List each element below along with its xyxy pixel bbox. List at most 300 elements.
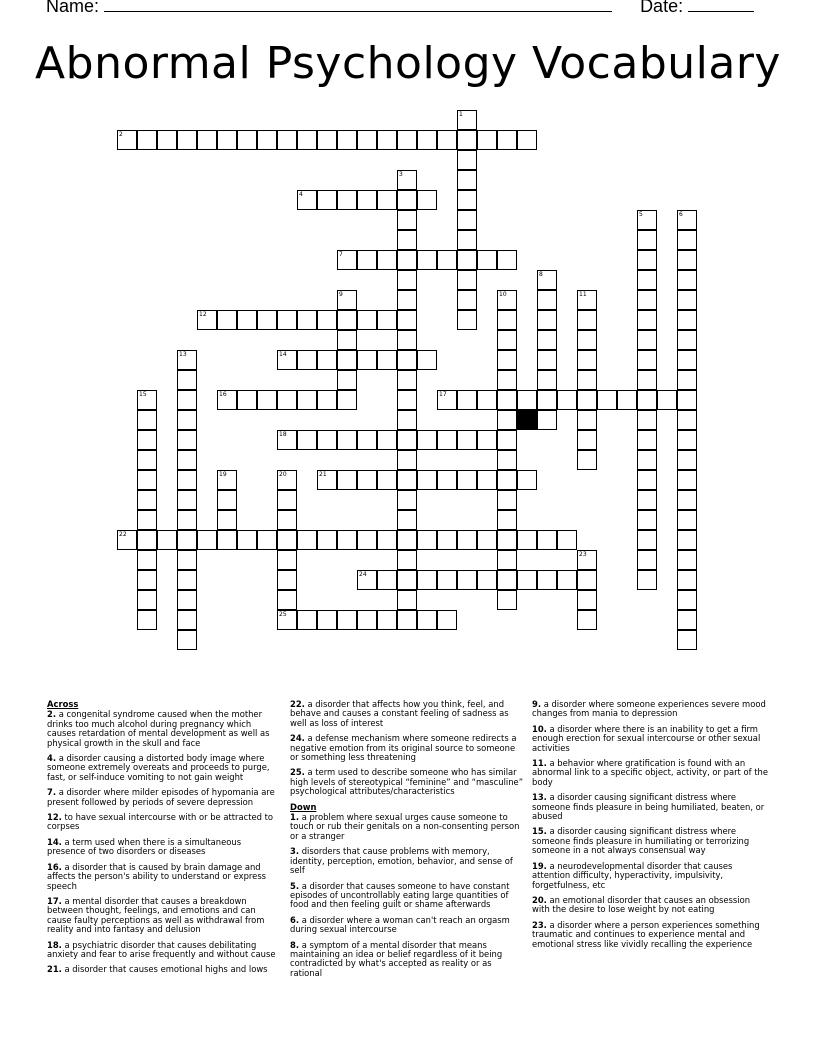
grid-cell[interactable]	[397, 530, 417, 550]
grid-cell[interactable]	[397, 590, 417, 610]
grid-cell[interactable]	[277, 390, 297, 410]
grid-cell[interactable]	[377, 310, 397, 330]
grid-cell[interactable]	[337, 530, 357, 550]
clue-text: a mental disorder that causes a breakdown between thought, feelings, and emotions and can cause faulty perceptions as well as withdrawal from reality and into fantasy and delusion	[47, 895, 265, 935]
grid-cell[interactable]	[397, 430, 417, 450]
grid-cell[interactable]	[177, 470, 197, 490]
grid-cell[interactable]	[177, 370, 197, 390]
grid-cell[interactable]	[217, 310, 237, 330]
grid-cell[interactable]	[177, 130, 197, 150]
grid-cell[interactable]	[277, 490, 297, 510]
grid-cell[interactable]	[437, 470, 457, 490]
grid-cell[interactable]	[637, 350, 657, 370]
grid-cell[interactable]	[457, 170, 477, 190]
name-label: Name:	[46, 0, 100, 16]
clue-num: 14.	[47, 836, 62, 847]
grid-cell[interactable]	[637, 470, 657, 490]
grid-cell[interactable]	[417, 570, 437, 590]
grid-cell[interactable]	[357, 250, 377, 270]
grid-cell[interactable]	[677, 610, 697, 630]
grid-cell[interactable]	[257, 530, 277, 550]
grid-cell[interactable]	[317, 390, 337, 410]
grid-cell[interactable]	[137, 390, 157, 410]
grid-cell[interactable]	[577, 430, 597, 450]
clue-num: 13.	[532, 792, 547, 803]
grid-cell[interactable]	[277, 610, 297, 630]
grid-cell[interactable]	[257, 390, 277, 410]
grid-cell[interactable]	[457, 310, 477, 330]
grid-cell[interactable]	[537, 330, 557, 350]
grid-cell[interactable]	[137, 570, 157, 590]
clue-item	[47, 897, 279, 935]
grid-cell[interactable]	[177, 350, 197, 370]
grid-cell[interactable]	[497, 410, 517, 430]
grid-cell[interactable]	[637, 390, 657, 410]
grid-cell[interactable]	[497, 290, 517, 310]
grid-cell[interactable]	[177, 510, 197, 530]
grid-cell[interactable]	[277, 430, 297, 450]
grid-cell[interactable]	[217, 530, 237, 550]
grid-cell[interactable]	[257, 130, 277, 150]
grid-cell[interactable]	[137, 510, 157, 530]
grid-cell[interactable]	[337, 290, 357, 310]
grid-cell[interactable]	[317, 530, 337, 550]
grid-cell[interactable]	[517, 530, 537, 550]
grid-cell[interactable]	[317, 190, 337, 210]
grid-cell[interactable]	[237, 310, 257, 330]
clue-num: 12.	[47, 812, 62, 823]
grid-cell[interactable]	[537, 390, 557, 410]
grid-cell[interactable]	[457, 210, 477, 230]
grid-cell[interactable]	[637, 570, 657, 590]
grid-cell[interactable]	[297, 350, 317, 370]
grid-cell[interactable]	[377, 250, 397, 270]
grid-cell[interactable]	[377, 470, 397, 490]
grid-cell[interactable]	[437, 250, 457, 270]
grid-cell[interactable]	[417, 350, 437, 370]
grid-cell[interactable]	[577, 570, 597, 590]
grid-cell[interactable]	[397, 210, 417, 230]
grid-cell[interactable]	[337, 350, 357, 370]
grid-cell[interactable]	[217, 130, 237, 150]
grid-cell[interactable]	[437, 570, 457, 590]
grid-cell[interactable]	[337, 390, 357, 410]
grid-cell[interactable]	[357, 430, 377, 450]
clue-column-2	[290, 700, 524, 984]
grid-cell[interactable]	[277, 550, 297, 570]
grid-cell[interactable]	[177, 630, 197, 650]
grid-cell[interactable]	[477, 130, 497, 150]
grid-cell[interactable]	[397, 290, 417, 310]
grid-cell[interactable]	[177, 530, 197, 550]
grid-cell[interactable]	[457, 110, 477, 130]
grid-cell[interactable]	[537, 410, 557, 430]
grid-cell[interactable]	[217, 470, 237, 490]
grid-cell[interactable]	[397, 490, 417, 510]
grid-cell[interactable]	[677, 490, 697, 510]
grid-cell[interactable]	[497, 530, 517, 550]
grid-cell[interactable]	[397, 230, 417, 250]
grid-cell[interactable]	[637, 370, 657, 390]
grid-cell[interactable]	[137, 490, 157, 510]
grid-cell[interactable]	[457, 570, 477, 590]
grid-cell[interactable]	[457, 230, 477, 250]
grid-cell[interactable]	[637, 250, 657, 270]
grid-cell[interactable]	[377, 610, 397, 630]
grid-cell[interactable]	[317, 350, 337, 370]
grid-cell[interactable]	[677, 270, 697, 290]
grid-cell[interactable]	[397, 510, 417, 530]
grid-cell[interactable]	[497, 490, 517, 510]
grid-cell[interactable]	[277, 590, 297, 610]
grid-cell[interactable]	[657, 390, 677, 410]
grid-cell[interactable]	[457, 130, 477, 150]
grid-cell[interactable]	[457, 390, 477, 410]
grid-cell[interactable]	[677, 530, 697, 550]
grid-cell[interactable]	[397, 450, 417, 470]
grid-cell[interactable]	[537, 350, 557, 370]
grid-cell[interactable]	[277, 530, 297, 550]
grid-cell[interactable]	[577, 450, 597, 470]
grid-cell[interactable]	[677, 370, 697, 390]
grid-cell[interactable]	[177, 490, 197, 510]
grid-cell[interactable]	[397, 390, 417, 410]
grid-cell[interactable]	[337, 250, 357, 270]
grid-cell[interactable]	[257, 310, 277, 330]
grid-cell[interactable]	[117, 530, 137, 550]
grid-cell[interactable]	[637, 450, 657, 470]
grid-cell[interactable]	[137, 470, 157, 490]
grid-cell[interactable]	[597, 390, 617, 410]
grid-cell[interactable]	[377, 190, 397, 210]
grid-cell[interactable]	[357, 530, 377, 550]
grid-cell[interactable]	[397, 470, 417, 490]
grid-cell[interactable]	[677, 430, 697, 450]
grid-cell[interactable]	[197, 310, 217, 330]
grid-cell[interactable]	[637, 550, 657, 570]
grid-cell[interactable]	[637, 410, 657, 430]
grid-cell[interactable]	[497, 310, 517, 330]
grid-cell[interactable]	[477, 390, 497, 410]
grid-cell[interactable]	[537, 270, 557, 290]
grid-cell[interactable]	[297, 130, 317, 150]
grid-cell[interactable]	[477, 470, 497, 490]
grid-cell[interactable]	[677, 470, 697, 490]
grid-cell[interactable]	[317, 310, 337, 330]
grid-cell[interactable]	[357, 190, 377, 210]
grid-cell[interactable]	[397, 190, 417, 210]
grid-cell[interactable]	[537, 570, 557, 590]
grid-cell[interactable]	[517, 470, 537, 490]
grid-cell[interactable]	[397, 610, 417, 630]
grid-cell[interactable]	[677, 330, 697, 350]
grid-cell[interactable]	[497, 510, 517, 530]
grid-cell[interactable]	[637, 530, 657, 550]
grid-cell[interactable]	[677, 590, 697, 610]
grid-cell[interactable]	[677, 450, 697, 470]
clue-text: a disorder where a woman can't reach an orgasm during sexual intercourse	[290, 914, 510, 935]
grid-cell[interactable]	[357, 610, 377, 630]
grid-cell[interactable]	[137, 530, 157, 550]
grid-cell[interactable]	[397, 410, 417, 430]
grid-cell[interactable]	[337, 470, 357, 490]
grid-cell[interactable]	[517, 390, 537, 410]
grid-cell[interactable]	[357, 130, 377, 150]
grid-cell[interactable]	[457, 290, 477, 310]
clue-text: a disorder where milder episodes of hypomania are present followed by periods of severe depression	[47, 787, 275, 807]
grid-cell[interactable]	[217, 390, 237, 410]
grid-cell[interactable]	[417, 470, 437, 490]
grid-cell[interactable]	[677, 570, 697, 590]
grid-cell[interactable]	[137, 610, 157, 630]
grid-cell[interactable]	[577, 410, 597, 430]
grid-cell[interactable]	[457, 470, 477, 490]
grid-cell[interactable]	[317, 130, 337, 150]
grid-cell[interactable]	[177, 450, 197, 470]
grid-cell[interactable]	[477, 530, 497, 550]
grid-cell[interactable]	[517, 570, 537, 590]
grid-cell[interactable]	[277, 470, 297, 490]
grid-cell[interactable]	[297, 430, 317, 450]
grid-cell[interactable]	[637, 330, 657, 350]
clue-item	[532, 793, 768, 821]
grid-cell[interactable]	[457, 150, 477, 170]
grid-cell[interactable]	[677, 390, 697, 410]
grid-cell[interactable]	[197, 530, 217, 550]
grid-cell[interactable]	[537, 290, 557, 310]
grid-cell[interactable]	[417, 130, 437, 150]
grid-cell[interactable]	[297, 610, 317, 630]
grid-cell[interactable]	[357, 350, 377, 370]
grid-cell[interactable]	[417, 250, 437, 270]
clue-num: 4.	[47, 753, 57, 764]
grid-cell[interactable]	[497, 350, 517, 370]
grid-cell[interactable]	[677, 210, 697, 230]
clue-item	[47, 788, 279, 807]
grid-cell[interactable]	[297, 530, 317, 550]
clue-text: a disorder causing a distorted body image where someone extremely overeats and proceeds to purge, fast, or self-induce vomiting to not gain weight	[47, 753, 270, 782]
grid-cell[interactable]	[417, 190, 437, 210]
grid-cell[interactable]	[497, 250, 517, 270]
grid-cell[interactable]	[437, 430, 457, 450]
grid-cell[interactable]	[437, 530, 457, 550]
grid-cell[interactable]	[677, 290, 697, 310]
grid-cell[interactable]	[377, 350, 397, 370]
grid-cell[interactable]	[637, 510, 657, 530]
grid-cell[interactable]	[497, 330, 517, 350]
grid-cell[interactable]	[317, 470, 337, 490]
grid-cell[interactable]	[577, 590, 597, 610]
grid-cell[interactable]	[397, 130, 417, 150]
grid-cell[interactable]	[477, 250, 497, 270]
grid-cell[interactable]	[197, 130, 217, 150]
grid-cell[interactable]	[637, 430, 657, 450]
grid-cell[interactable]	[397, 550, 417, 570]
grid-cell[interactable]	[457, 250, 477, 270]
grid-cell[interactable]	[397, 370, 417, 390]
grid-cell[interactable]	[557, 390, 577, 410]
clue-num: 20.	[532, 894, 547, 905]
clue-number: 25	[279, 611, 287, 618]
grid-cell[interactable]	[497, 450, 517, 470]
grid-cell[interactable]	[217, 510, 237, 530]
clue-item	[532, 700, 768, 719]
grid-cell[interactable]	[617, 390, 637, 410]
clue-item	[290, 882, 524, 910]
grid-cell[interactable]	[497, 570, 517, 590]
grid-cell[interactable]	[317, 430, 337, 450]
clue-item	[47, 863, 279, 891]
grid-cell[interactable]	[357, 570, 377, 590]
grid-cell[interactable]	[497, 370, 517, 390]
clue-number: 5	[639, 211, 643, 218]
clue-number: 3	[399, 171, 403, 178]
grid-cell[interactable]	[377, 530, 397, 550]
grid-cell[interactable]	[497, 430, 517, 450]
grid-cell[interactable]	[177, 610, 197, 630]
grid-cell[interactable]	[437, 610, 457, 630]
grid-cell[interactable]	[677, 350, 697, 370]
grid-cell[interactable]	[537, 310, 557, 330]
grid-cell[interactable]	[237, 530, 257, 550]
grid-cell[interactable]	[177, 390, 197, 410]
grid-cell[interactable]	[177, 590, 197, 610]
grid-cell[interactable]	[277, 350, 297, 370]
clue-item	[290, 768, 524, 796]
grid-cell[interactable]	[397, 270, 417, 290]
grid-cell[interactable]	[517, 130, 537, 150]
grid-cell[interactable]	[497, 130, 517, 150]
grid-cell[interactable]	[577, 370, 597, 390]
grid-cell[interactable]	[577, 610, 597, 630]
grid-cell[interactable]	[677, 550, 697, 570]
grid-cell[interactable]	[137, 410, 157, 430]
grid-cell[interactable]	[357, 310, 377, 330]
clue-text: a disorder where a person experiences something traumatic and continues to experience mental and emotional stress like vividly recalling the experience	[532, 919, 760, 949]
grid-cell[interactable]	[437, 390, 457, 410]
grid-cell[interactable]	[477, 430, 497, 450]
clue-text: a congenital syndrome caused when the mother drinks too much alcohol during pregnancy which causes retardation of mental development as well as physical growth in the skull and face	[47, 709, 270, 748]
clue-text: a neurodevelopmental disorder that causes attention difficulty, hyperactivity, impulsivity, forgetfulness, etc	[532, 860, 733, 890]
grid-cell[interactable]	[277, 130, 297, 150]
grid-cell[interactable]	[637, 210, 657, 230]
grid-cell[interactable]	[377, 570, 397, 590]
grid-cell[interactable]	[277, 310, 297, 330]
grid-cell[interactable]	[397, 250, 417, 270]
grid-cell[interactable]	[237, 390, 257, 410]
grid-cell[interactable]	[337, 310, 357, 330]
grid-cell[interactable]	[537, 370, 557, 390]
grid-cell[interactable]	[317, 610, 337, 630]
grid-cell[interactable]	[137, 550, 157, 570]
grid-cell[interactable]	[397, 350, 417, 370]
grid-cell[interactable]	[397, 330, 417, 350]
grid-cell[interactable]	[577, 330, 597, 350]
grid-cell[interactable]	[357, 470, 377, 490]
grid-cell[interactable]	[637, 310, 657, 330]
grid-cell[interactable]	[437, 130, 457, 150]
grid-cell[interactable]	[297, 190, 317, 210]
grid-cell[interactable]	[397, 170, 417, 190]
grid-cell[interactable]	[637, 290, 657, 310]
grid-cell[interactable]	[637, 270, 657, 290]
grid-cell[interactable]	[177, 430, 197, 450]
grid-cell[interactable]	[457, 190, 477, 210]
grid-cell[interactable]	[277, 570, 297, 590]
grid-cell[interactable]	[417, 610, 437, 630]
grid-cell[interactable]	[337, 610, 357, 630]
clue-item	[290, 700, 524, 728]
grid-cell[interactable]	[677, 310, 697, 330]
grid-cell[interactable]	[577, 350, 597, 370]
grid-cell[interactable]	[477, 570, 497, 590]
grid-cell[interactable]	[497, 470, 517, 490]
grid-cell[interactable]	[677, 230, 697, 250]
grid-cell[interactable]	[637, 230, 657, 250]
grid-cell[interactable]	[137, 590, 157, 610]
grid-cell[interactable]	[457, 430, 477, 450]
grid-cell[interactable]	[557, 570, 577, 590]
grid-cell[interactable]	[177, 550, 197, 570]
clue-num: 3.	[290, 846, 300, 857]
grid-cell[interactable]	[297, 310, 317, 330]
grid-cell[interactable]	[337, 130, 357, 150]
grid-cell[interactable]	[397, 570, 417, 590]
grid-cell[interactable]	[157, 130, 177, 150]
grid-cell[interactable]	[637, 490, 657, 510]
grid-cell[interactable]	[417, 530, 437, 550]
grid-cell[interactable]	[677, 510, 697, 530]
grid-cell[interactable]	[157, 530, 177, 550]
grid-cell[interactable]	[457, 530, 477, 550]
grid-cell[interactable]	[377, 130, 397, 150]
grid-cell[interactable]	[117, 130, 137, 150]
grid-cell[interactable]	[577, 550, 597, 570]
clue-number: 24	[359, 571, 367, 578]
grid-cell[interactable]	[137, 450, 157, 470]
grid-cell[interactable]	[137, 430, 157, 450]
grid-cell[interactable]	[577, 390, 597, 410]
grid-cell[interactable]	[677, 630, 697, 650]
grid-cell[interactable]	[397, 310, 417, 330]
grid-cell[interactable]	[497, 550, 517, 570]
grid-cell[interactable]	[677, 410, 697, 430]
grid-cell[interactable]	[577, 310, 597, 330]
grid-cell[interactable]	[337, 330, 357, 350]
clue-text: a disorder causing significant distress where someone finds pleasure in humiliating or terrorizing someone in a not always consensual way	[532, 826, 750, 856]
grid-cell[interactable]	[297, 390, 317, 410]
grid-cell[interactable]	[417, 430, 437, 450]
grid-cell[interactable]	[337, 430, 357, 450]
grid-cell[interactable]	[137, 130, 157, 150]
grid-cell[interactable]	[237, 130, 257, 150]
clue-number: 4	[299, 191, 303, 198]
grid-cell[interactable]	[337, 190, 357, 210]
grid-cell[interactable]	[217, 490, 237, 510]
grid-cell[interactable]	[557, 530, 577, 550]
grid-cell[interactable]	[177, 410, 197, 430]
grid-cell[interactable]	[337, 370, 357, 390]
grid-cell[interactable]	[457, 270, 477, 290]
grid-cell[interactable]	[537, 530, 557, 550]
grid-cell[interactable]	[577, 290, 597, 310]
grid-cell[interactable]	[377, 430, 397, 450]
grid-cell[interactable]	[497, 390, 517, 410]
grid-cell[interactable]	[277, 510, 297, 530]
grid-cell[interactable]	[497, 590, 517, 610]
grid-cell[interactable]	[177, 570, 197, 590]
grid-cell[interactable]	[677, 250, 697, 270]
